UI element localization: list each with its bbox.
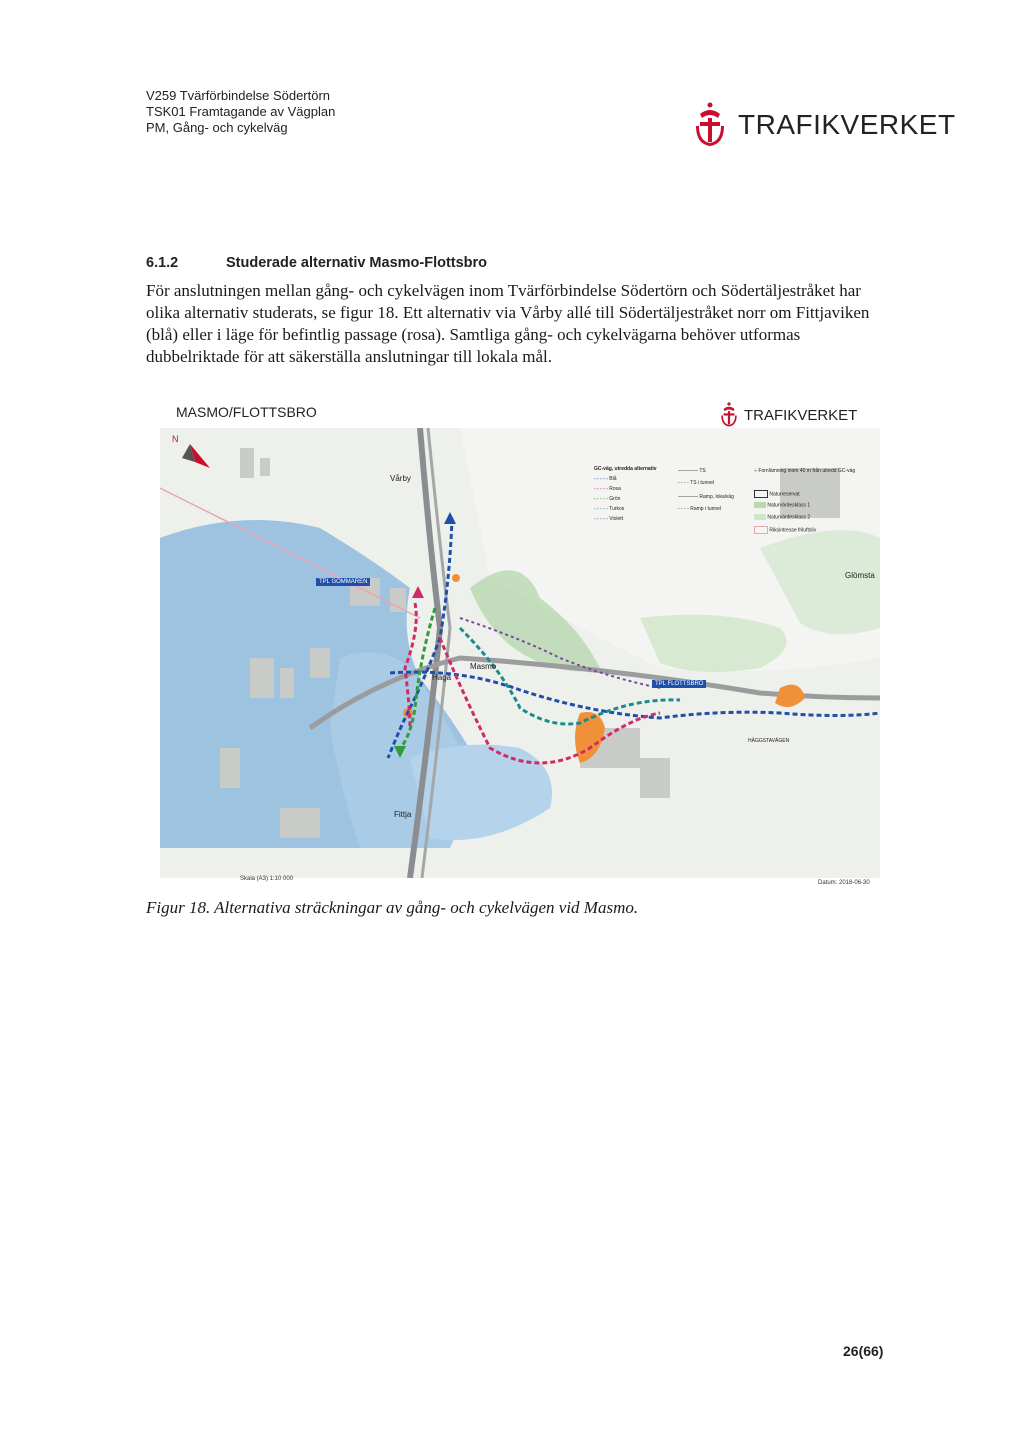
legend-label-green: Grön: [609, 496, 621, 502]
legend-line-ramp: ———— Ramp, lokalväg: [678, 494, 734, 500]
legend-area-heritage-label: Fornlämning inom 40 m från utredd GC-väg: [758, 468, 856, 474]
legend-line-ts-tunnel: - - - - TS i tunnel: [678, 480, 715, 486]
place-haga: Haga: [432, 673, 452, 682]
label-tpl-flottsbro: TPL FLOTTSBRO: [652, 680, 706, 688]
legend-swatch-outdoor: [754, 526, 768, 534]
legend-swatch-heritage: ●: [754, 468, 758, 474]
map-brand-wordmark: TRAFIKVERKET: [744, 406, 858, 424]
legend-label-turquoise: Turkos: [609, 506, 625, 512]
legend-area-outdoor: [754, 526, 816, 534]
legend-swatch-nature1: [754, 502, 766, 508]
place-glomsta: Glömsta: [845, 571, 875, 580]
legend-heading: GC-väg, utredda alternativ: [594, 466, 657, 472]
brand-wordmark: TRAFIKVERKET: [738, 109, 956, 140]
legend-line-ts: ———— TS: [678, 468, 706, 474]
legend-line-ramp-tunnel: - - - - Ramp i tunnel: [678, 506, 722, 512]
map-scale: Skala (A3) 1:10 000: [240, 876, 294, 882]
label-haggstavagen: HÄGGSTAVÄGEN: [748, 738, 790, 744]
legend-item-pink: [594, 486, 621, 492]
legend-area-nature1: [754, 502, 810, 508]
project-title: V259 Tvärförbindelse Södertörn: [146, 88, 331, 103]
trafikverket-logo: [690, 100, 956, 150]
legend-label-blue: Blå: [609, 476, 617, 482]
map-date: Datum: 2018-06-30: [818, 880, 870, 886]
body-paragraph: För anslutningen mellan gång- och cykelvägen inom Tvärförbindelse Södertörn och Södertäljestråket har olika alternativ studerats, se figur 18. Ett alternativ via Vårby allé till Södertäljestråket norr om Fittjaviken (blå) eller i läge för befintlig passage (rosa). Samtliga gång- och cykelvägarna behöver utformas dubbelriktade för att säkerställa anslutningar till lokala mål.: [146, 281, 870, 366]
section-number: 6.1.2: [146, 255, 179, 271]
figure-caption: Figur 18. Alternativa sträckningar av gång- och cykelvägen vid Masmo.: [146, 898, 639, 917]
crown-shield-icon: [690, 100, 730, 150]
legend-line-ramp-label: Ramp, lokalväg: [699, 494, 734, 500]
legend-swatch-violet: - - - - -: [594, 516, 608, 522]
document-header: [146, 88, 335, 136]
place-masmo: Masmo: [470, 662, 497, 671]
legend-area-heritage: [754, 468, 864, 474]
page-number: 26(66): [843, 1343, 884, 1359]
legend-swatch-blue: - - - - -: [594, 476, 608, 482]
legend-area-outdoor-label: Riksintresse friluftsliv: [769, 527, 817, 534]
legend-item-turquoise: [594, 506, 624, 512]
legend-swatch-turquoise: - - - - -: [594, 506, 608, 512]
legend-line-ts-label: TS: [699, 468, 706, 474]
section-title: Studerade alternativ Masmo-Flottsbro: [226, 255, 488, 271]
project-subtitle: TSK01 Framtagande av Vägplan: [146, 104, 336, 119]
legend-label-pink: Rosa: [609, 486, 621, 492]
map-trafikverket-logo: [718, 400, 857, 430]
crown-shield-icon: [718, 400, 740, 430]
section-heading: [146, 255, 487, 271]
legend-swatch-pink: - - - - -: [594, 486, 608, 492]
legend-area-nature2-label: Naturvärdesklass 2: [767, 514, 811, 521]
legend-area-reserve: [754, 490, 800, 498]
legend-item-violet: [594, 516, 623, 522]
place-fittja: Fittja: [394, 810, 412, 819]
legend-swatch-reserve: [754, 490, 768, 498]
north-label: N: [172, 434, 179, 444]
place-varby: Vårby: [390, 474, 411, 483]
legend-swatch-nature2: [754, 514, 766, 520]
legend-item-blue: [594, 476, 617, 482]
label-tpl-gommaren: TPL GÖMMAREN: [316, 578, 370, 586]
legend-label-violet: Violett: [609, 516, 624, 522]
map-title: MASMO/FLOTTSBRO: [176, 404, 317, 420]
map-legend: [588, 466, 878, 546]
legend-line-ramp-tunnel-label: Ramp i tunnel: [690, 506, 722, 512]
legend-area-reserve-label: Naturreservat: [769, 491, 800, 498]
legend-area-nature2: [754, 514, 810, 520]
document-type: PM, Gång- och cykelväg: [146, 120, 288, 135]
legend-item-green: [594, 496, 620, 502]
legend-area-nature1-label: Naturvärdesklass 1: [767, 502, 811, 509]
legend-line-ts-tunnel-label: TS i tunnel: [690, 480, 715, 486]
legend-swatch-green: - - - - -: [594, 496, 608, 502]
